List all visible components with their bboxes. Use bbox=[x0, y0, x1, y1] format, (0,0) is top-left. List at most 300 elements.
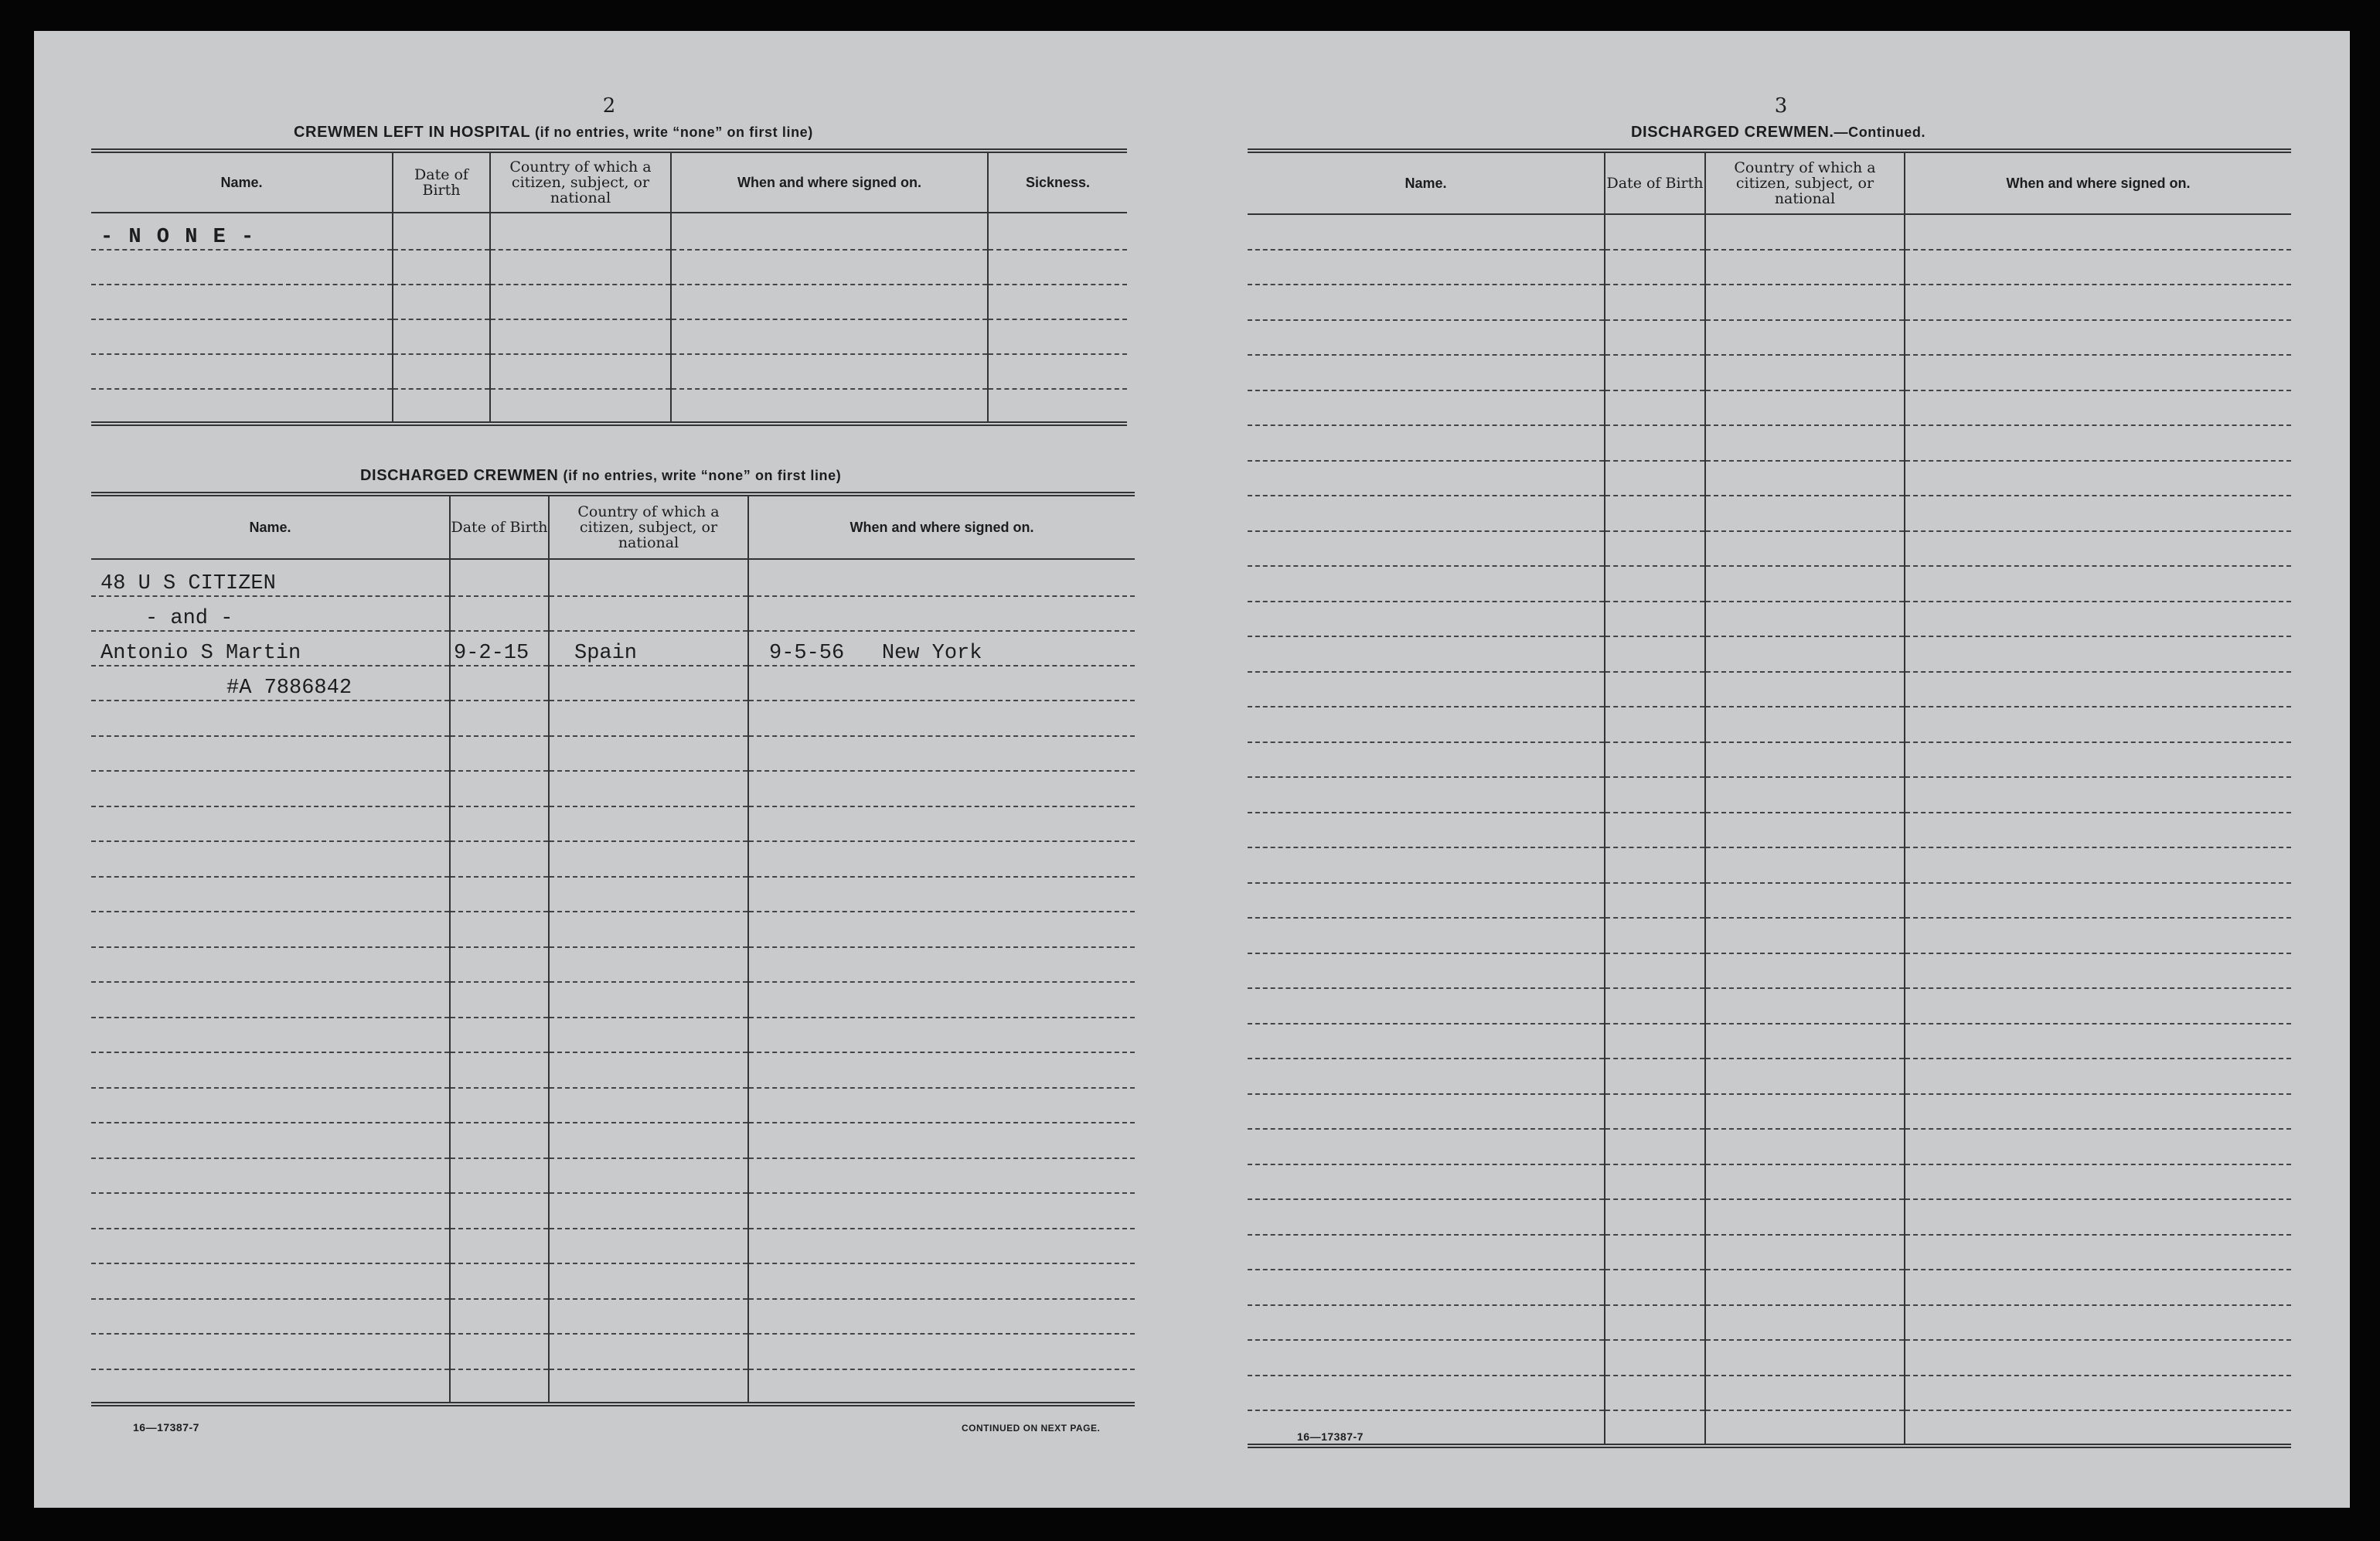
name-cell bbox=[91, 1299, 450, 1335]
country-cell bbox=[1705, 214, 1905, 250]
name-cell bbox=[1248, 320, 1605, 356]
name-cell bbox=[1248, 813, 1605, 848]
hospital-table bbox=[91, 148, 1127, 426]
name-cell bbox=[91, 1052, 450, 1088]
country-cell bbox=[1705, 636, 1905, 672]
when-where-cell bbox=[748, 1052, 1135, 1088]
dob-cell bbox=[393, 389, 490, 424]
name-cell bbox=[91, 1193, 450, 1229]
table-row bbox=[91, 912, 1135, 947]
country-cell bbox=[1705, 1059, 1905, 1094]
dob-cell bbox=[450, 1123, 549, 1158]
table-row bbox=[1248, 1129, 2291, 1164]
dob-cell bbox=[1605, 1199, 1705, 1235]
dob-cell bbox=[1605, 1129, 1705, 1164]
table-row bbox=[91, 806, 1135, 842]
when-where-cell bbox=[748, 1334, 1135, 1369]
country-cell bbox=[549, 736, 748, 772]
when-where-cell bbox=[671, 319, 988, 354]
country-cell bbox=[1705, 1270, 1905, 1305]
dob-cell bbox=[1605, 531, 1705, 567]
when-where-cell bbox=[1905, 672, 2291, 707]
dob-cell bbox=[450, 666, 549, 701]
country-cell bbox=[1705, 1340, 1905, 1376]
name-cell bbox=[91, 1123, 450, 1158]
table-row bbox=[91, 1018, 1135, 1053]
table-row bbox=[91, 389, 1127, 424]
dob-cell bbox=[450, 1018, 549, 1053]
when-where-cell bbox=[748, 771, 1135, 806]
when-where-cell bbox=[671, 285, 988, 319]
dob-cell bbox=[1605, 285, 1705, 320]
dob-cell bbox=[1605, 1340, 1705, 1376]
when-where-cell bbox=[1905, 636, 2291, 672]
table-row bbox=[1248, 883, 2291, 919]
dob-cell bbox=[1605, 847, 1705, 883]
country-cell bbox=[549, 666, 748, 701]
country-cell bbox=[1705, 847, 1905, 883]
dob-cell bbox=[1605, 988, 1705, 1024]
country-cell bbox=[1705, 320, 1905, 356]
sickness-cell bbox=[988, 319, 1127, 354]
country-cell bbox=[549, 877, 748, 912]
name-cell bbox=[91, 354, 393, 389]
name-cell bbox=[91, 1088, 450, 1123]
when-where-cell bbox=[1905, 813, 2291, 848]
dob-cell bbox=[1605, 1410, 1705, 1446]
country-cell bbox=[1705, 883, 1905, 919]
table-row bbox=[1248, 602, 2291, 637]
sickness-cell bbox=[988, 354, 1127, 389]
country-cell bbox=[1705, 285, 1905, 320]
table-row bbox=[91, 354, 1127, 389]
when-where-cell bbox=[1905, 320, 2291, 356]
dob-cell bbox=[1605, 461, 1705, 496]
hospital-section-title bbox=[294, 124, 813, 141]
when-where-cell bbox=[748, 1229, 1135, 1264]
country-cell bbox=[1705, 1376, 1905, 1411]
country-cell bbox=[490, 250, 671, 285]
name-cell: Antonio S Martin bbox=[91, 631, 450, 666]
dob-cell bbox=[450, 596, 549, 631]
table-row bbox=[91, 1334, 1135, 1369]
name-cell bbox=[1248, 461, 1605, 496]
dob-cell: 9-2-15 bbox=[450, 631, 549, 666]
table-row bbox=[1248, 214, 2291, 250]
country-cell bbox=[549, 559, 748, 596]
dob-cell bbox=[1605, 1270, 1705, 1305]
dob-cell bbox=[1605, 320, 1705, 356]
dob-cell bbox=[450, 1229, 549, 1264]
when-where-cell bbox=[1905, 847, 2291, 883]
when-where-cell bbox=[671, 213, 988, 250]
name-cell bbox=[1248, 1340, 1605, 1376]
when-where-cell bbox=[748, 559, 1135, 596]
country-cell bbox=[1705, 742, 1905, 778]
country-cell bbox=[549, 1123, 748, 1158]
col-header-name: Name. bbox=[91, 494, 450, 559]
table-row bbox=[91, 250, 1127, 285]
col-header-when-where: When and where signed on. bbox=[748, 494, 1135, 559]
name-cell bbox=[91, 912, 450, 947]
dob-cell bbox=[450, 1193, 549, 1229]
when-where-cell bbox=[1905, 214, 2291, 250]
table-row bbox=[1248, 320, 2291, 356]
table-row bbox=[91, 1369, 1135, 1405]
table-row bbox=[91, 1263, 1135, 1299]
when-where-cell bbox=[1905, 707, 2291, 742]
country-cell bbox=[1705, 813, 1905, 848]
table-row bbox=[1248, 1059, 2291, 1094]
dob-cell bbox=[1605, 742, 1705, 778]
country-cell bbox=[1705, 1199, 1905, 1235]
table-row bbox=[91, 559, 1135, 596]
table-row bbox=[91, 213, 1127, 250]
dob-cell bbox=[450, 1334, 549, 1369]
name-cell bbox=[91, 877, 450, 912]
hospital-title-text: CREWMEN LEFT IN HOSPITAL bbox=[294, 124, 530, 141]
dob-cell bbox=[450, 877, 549, 912]
table-row bbox=[1248, 1024, 2291, 1059]
dob-cell bbox=[450, 1299, 549, 1335]
when-where-cell bbox=[748, 841, 1135, 877]
when-where-cell bbox=[748, 806, 1135, 842]
country-cell bbox=[549, 1229, 748, 1264]
table-row bbox=[1248, 566, 2291, 602]
when-where-cell bbox=[1905, 1270, 2291, 1305]
table-row bbox=[1248, 1199, 2291, 1235]
dob-cell bbox=[1605, 355, 1705, 390]
name-cell bbox=[91, 736, 450, 772]
when-where-cell bbox=[748, 736, 1135, 772]
country-cell bbox=[549, 701, 748, 736]
country-cell bbox=[549, 1369, 748, 1405]
name-cell bbox=[91, 701, 450, 736]
when-where-cell bbox=[1905, 1199, 2291, 1235]
table-row bbox=[91, 736, 1135, 772]
country-cell bbox=[549, 771, 748, 806]
when-where-cell bbox=[671, 354, 988, 389]
when-where-cell bbox=[1905, 602, 2291, 637]
continued-note: CONTINUED ON NEXT PAGE. bbox=[962, 1423, 1101, 1434]
country-cell bbox=[490, 285, 671, 319]
sickness-cell bbox=[988, 285, 1127, 319]
when-where-cell bbox=[748, 1193, 1135, 1229]
dob-cell bbox=[1605, 953, 1705, 989]
name-cell bbox=[91, 1158, 450, 1194]
table-row bbox=[91, 1158, 1135, 1194]
country-cell bbox=[490, 319, 671, 354]
country-cell bbox=[1705, 250, 1905, 285]
country-cell bbox=[549, 1052, 748, 1088]
table-row bbox=[1248, 988, 2291, 1024]
dob-cell bbox=[450, 1158, 549, 1194]
page-number: 2 bbox=[602, 94, 616, 118]
table-row bbox=[91, 1123, 1135, 1158]
col-header-country: Country of which a citizen, subject, or national bbox=[549, 494, 748, 559]
country-cell bbox=[549, 1263, 748, 1299]
sickness-cell bbox=[988, 213, 1127, 250]
name-cell bbox=[1248, 777, 1605, 813]
page-number: 3 bbox=[1774, 94, 1788, 118]
col-header-country: Country of which a citizen, subject, or national bbox=[1705, 151, 1905, 214]
dob-cell bbox=[450, 1369, 549, 1405]
name-cell bbox=[1248, 496, 1605, 531]
continued-title-suffix: —Continued. bbox=[1834, 124, 1926, 140]
table-row bbox=[1248, 425, 2291, 461]
country-cell bbox=[549, 982, 748, 1018]
when-where-cell bbox=[1905, 425, 2291, 461]
country-cell bbox=[549, 1088, 748, 1123]
when-where-cell bbox=[1905, 566, 2291, 602]
dob-cell bbox=[450, 1052, 549, 1088]
col-header-dob: Date of Birth bbox=[1605, 151, 1705, 214]
table-row bbox=[91, 666, 1135, 701]
name-cell bbox=[1248, 566, 1605, 602]
table-row bbox=[91, 1088, 1135, 1123]
name-cell bbox=[91, 389, 393, 424]
table-row bbox=[1248, 742, 2291, 778]
when-where-cell bbox=[1905, 883, 2291, 919]
country-cell bbox=[549, 1193, 748, 1229]
when-where-cell bbox=[1905, 1376, 2291, 1411]
name-cell bbox=[1248, 988, 1605, 1024]
dob-cell bbox=[1605, 1094, 1705, 1130]
country-cell bbox=[1705, 531, 1905, 567]
col-header-when-where: When and where signed on. bbox=[671, 151, 988, 213]
when-where-cell bbox=[748, 1299, 1135, 1335]
name-cell bbox=[1248, 1199, 1605, 1235]
dob-cell bbox=[1605, 1305, 1705, 1341]
country-cell bbox=[1705, 988, 1905, 1024]
sickness-cell bbox=[988, 250, 1127, 285]
name-cell bbox=[1248, 1024, 1605, 1059]
when-where-cell bbox=[1905, 531, 2291, 567]
name-cell bbox=[1248, 1129, 1605, 1164]
table-row bbox=[1248, 355, 2291, 390]
dob-cell bbox=[450, 982, 549, 1018]
table-row bbox=[1248, 953, 2291, 989]
dob-cell bbox=[450, 559, 549, 596]
country-cell bbox=[490, 389, 671, 424]
name-cell bbox=[1248, 390, 1605, 426]
name-cell bbox=[91, 771, 450, 806]
table-row bbox=[1248, 531, 2291, 567]
dob-cell bbox=[450, 1263, 549, 1299]
when-where-cell bbox=[1905, 1129, 2291, 1164]
name-cell bbox=[1248, 285, 1605, 320]
when-where-cell bbox=[748, 1369, 1135, 1405]
dob-cell bbox=[450, 947, 549, 983]
when-where-cell bbox=[1905, 1164, 2291, 1200]
name-cell bbox=[91, 1369, 450, 1405]
table-row bbox=[1248, 285, 2291, 320]
name-cell bbox=[91, 841, 450, 877]
dob-cell bbox=[1605, 390, 1705, 426]
name-cell bbox=[1248, 847, 1605, 883]
dob-cell bbox=[1605, 1376, 1705, 1411]
when-where-cell bbox=[1905, 1024, 2291, 1059]
name-cell bbox=[1248, 1059, 1605, 1094]
name-cell bbox=[1248, 1376, 1605, 1411]
when-where-cell bbox=[748, 947, 1135, 983]
when-where-cell bbox=[1905, 461, 2291, 496]
name-cell bbox=[1248, 636, 1605, 672]
dob-cell bbox=[450, 912, 549, 947]
col-header-country: Country of which a citizen, subject, or national bbox=[490, 151, 671, 213]
table-row bbox=[1248, 1270, 2291, 1305]
when-where-cell bbox=[1905, 1059, 2291, 1094]
when-where-cell bbox=[1905, 1410, 2291, 1446]
when-where-cell bbox=[1905, 1340, 2291, 1376]
table-row bbox=[91, 982, 1135, 1018]
dob-cell bbox=[450, 806, 549, 842]
name-cell bbox=[1248, 672, 1605, 707]
country-cell bbox=[549, 1299, 748, 1335]
table-row bbox=[1248, 918, 2291, 953]
dob-cell bbox=[1605, 918, 1705, 953]
dob-cell bbox=[1605, 707, 1705, 742]
country-cell bbox=[1705, 602, 1905, 637]
country-cell bbox=[1705, 1024, 1905, 1059]
country-cell bbox=[1705, 1235, 1905, 1270]
when-where-cell bbox=[671, 389, 988, 424]
table-row bbox=[1248, 777, 2291, 813]
dob-cell bbox=[1605, 1164, 1705, 1200]
table-row bbox=[1248, 1164, 2291, 1200]
col-header-dob: Date of Birth bbox=[450, 494, 549, 559]
when-where-cell bbox=[748, 701, 1135, 736]
when-where-cell bbox=[1905, 496, 2291, 531]
when-where-cell bbox=[1905, 918, 2291, 953]
country-cell bbox=[1705, 918, 1905, 953]
continued-title-text: DISCHARGED CREWMEN. bbox=[1631, 124, 1834, 141]
name-cell bbox=[91, 319, 393, 354]
form-code: 16—17387-7 bbox=[133, 1421, 199, 1434]
dob-cell bbox=[393, 250, 490, 285]
name-cell bbox=[91, 1018, 450, 1053]
when-where-cell bbox=[1905, 355, 2291, 390]
sickness-cell bbox=[988, 389, 1127, 424]
dob-cell bbox=[1605, 883, 1705, 919]
country-cell bbox=[490, 354, 671, 389]
name-cell: - and - bbox=[91, 596, 450, 631]
name-cell bbox=[1248, 1305, 1605, 1341]
when-where-cell bbox=[1905, 1305, 2291, 1341]
country-cell bbox=[549, 806, 748, 842]
name-cell bbox=[91, 1229, 450, 1264]
name-cell: - N O N E - bbox=[91, 213, 393, 250]
country-cell bbox=[1705, 707, 1905, 742]
when-where-cell bbox=[748, 1263, 1135, 1299]
when-where-cell bbox=[748, 912, 1135, 947]
country-cell bbox=[549, 841, 748, 877]
table-row bbox=[1248, 250, 2291, 285]
name-cell bbox=[1248, 918, 1605, 953]
document-sheet bbox=[34, 31, 2350, 1508]
name-cell: #A 7886842 bbox=[91, 666, 450, 701]
form-code: 16—17387-7 bbox=[1297, 1430, 1364, 1443]
country-cell bbox=[1705, 390, 1905, 426]
name-cell: 48 U S CITIZEN bbox=[91, 559, 450, 596]
name-cell bbox=[1248, 1270, 1605, 1305]
country-cell bbox=[1705, 672, 1905, 707]
country-cell bbox=[1705, 1094, 1905, 1130]
country-cell bbox=[549, 1018, 748, 1053]
country-cell bbox=[549, 912, 748, 947]
country-cell bbox=[1705, 566, 1905, 602]
dob-cell bbox=[393, 354, 490, 389]
name-cell bbox=[1248, 602, 1605, 637]
table-row bbox=[91, 1193, 1135, 1229]
table-row bbox=[1248, 636, 2291, 672]
table-row bbox=[91, 1052, 1135, 1088]
when-where-cell bbox=[748, 982, 1135, 1018]
table-row bbox=[1248, 1376, 2291, 1411]
name-cell bbox=[1248, 883, 1605, 919]
name-cell bbox=[91, 947, 450, 983]
name-cell bbox=[91, 806, 450, 842]
dob-cell bbox=[1605, 566, 1705, 602]
table-row bbox=[91, 1299, 1135, 1335]
dob-cell bbox=[1605, 1059, 1705, 1094]
dob-cell bbox=[1605, 250, 1705, 285]
dob-cell bbox=[1605, 777, 1705, 813]
name-cell bbox=[1248, 1094, 1605, 1130]
table-row bbox=[1248, 672, 2291, 707]
col-header-sickness: Sickness. bbox=[988, 151, 1127, 213]
table-row bbox=[1248, 390, 2291, 426]
when-where-cell bbox=[1905, 285, 2291, 320]
country-cell bbox=[1705, 461, 1905, 496]
dob-cell bbox=[1605, 813, 1705, 848]
hospital-title-note: (if no entries, write “none” on first line) bbox=[535, 124, 813, 140]
table-row bbox=[91, 771, 1135, 806]
name-cell bbox=[1248, 953, 1605, 989]
name-cell bbox=[91, 982, 450, 1018]
table-row bbox=[91, 319, 1127, 354]
when-where-cell bbox=[748, 1018, 1135, 1053]
dob-cell bbox=[450, 1088, 549, 1123]
country-cell bbox=[1705, 1305, 1905, 1341]
table-row bbox=[1248, 1305, 2291, 1341]
table-row bbox=[1248, 847, 2291, 883]
table-row bbox=[91, 947, 1135, 983]
dob-cell bbox=[450, 736, 549, 772]
country-cell bbox=[1705, 355, 1905, 390]
dob-cell bbox=[1605, 1024, 1705, 1059]
table-row bbox=[91, 877, 1135, 912]
name-cell bbox=[1248, 214, 1605, 250]
name-cell bbox=[91, 1263, 450, 1299]
left-page bbox=[91, 31, 1163, 1508]
col-header-name: Name. bbox=[91, 151, 393, 213]
dob-cell bbox=[1605, 672, 1705, 707]
discharged-section-title bbox=[360, 467, 841, 485]
dob-cell bbox=[1605, 496, 1705, 531]
country-cell bbox=[490, 213, 671, 250]
discharged-title-note: (if no entries, write “none” on first line) bbox=[563, 468, 842, 483]
country-cell bbox=[1705, 953, 1905, 989]
table-row bbox=[1248, 707, 2291, 742]
table-row bbox=[1248, 1410, 2291, 1446]
country-cell bbox=[1705, 1164, 1905, 1200]
discharged-continued-title bbox=[1631, 124, 1925, 141]
when-where-cell bbox=[748, 1123, 1135, 1158]
when-where-cell bbox=[1905, 250, 2291, 285]
table-row bbox=[1248, 1340, 2291, 1376]
dob-cell bbox=[1605, 1235, 1705, 1270]
